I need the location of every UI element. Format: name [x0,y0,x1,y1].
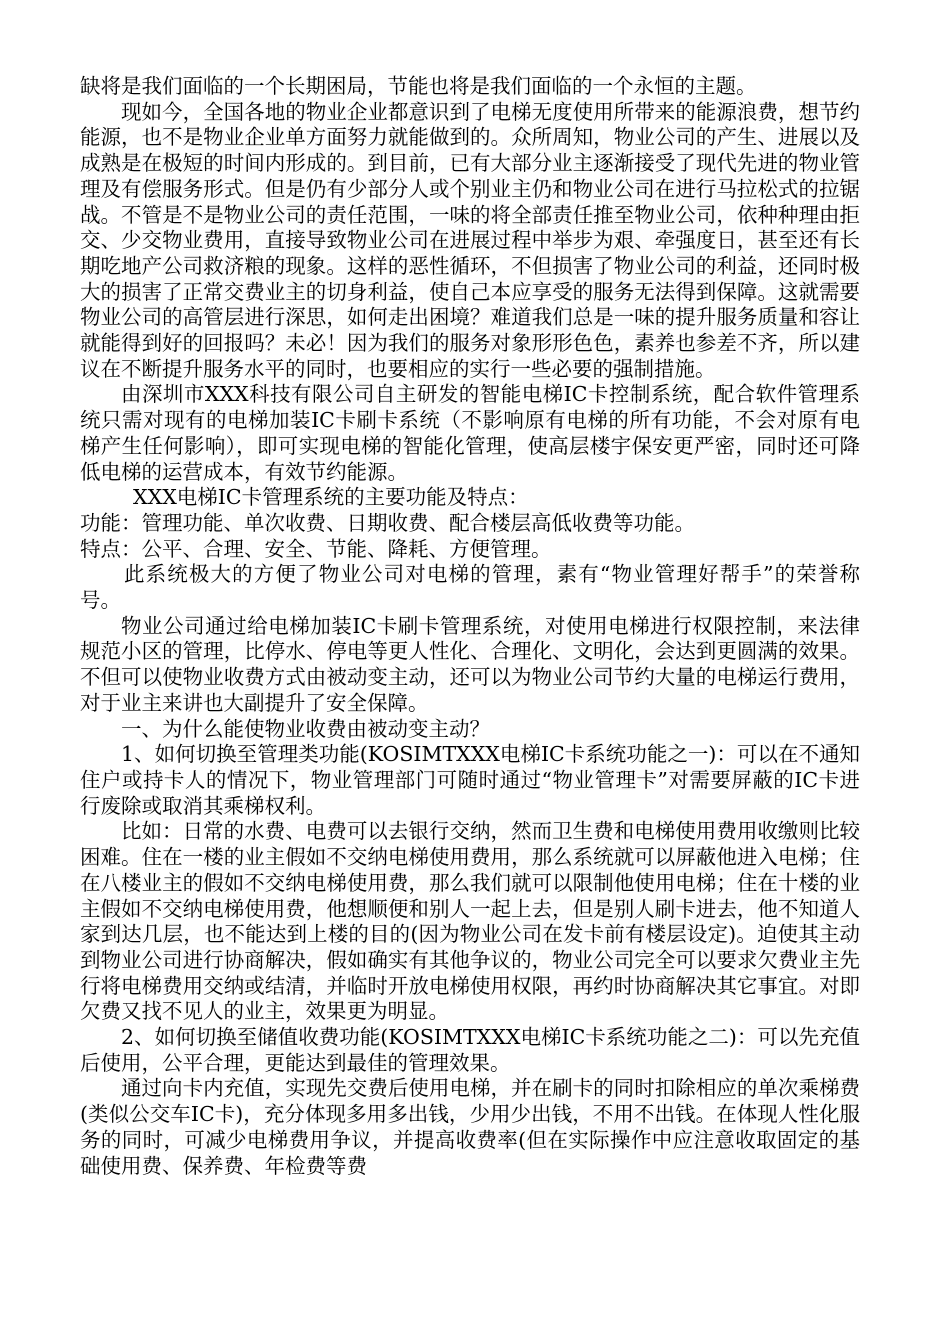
section-heading-why: 一、为什么能使物业收费由被动变主动？ [121,716,490,741]
paragraph-recharge: 通过向卡内充值，实现先交费后使用电梯，并在刷卡的同时扣除相应的单次乘梯费(类似公交车IC卡)，充分体现多用多出钱，少用少出钱，不用不出钱。在体现人性化服务的同时，可减少电梯费用争议，并提高收费率(但在实际操作中应注意收取固定的基础使用费、保养费、年检费等费 [80,1076,860,1178]
paragraph-example: 比如：日常的水费、电费可以去银行交纳，然而卫生费和电梯使用费用收缴则比较困难。住在一楼的业主假如不交纳电梯使用费用，那么系统就可以屏蔽他进入电梯；住在八楼业主的假如不交纳电梯使用费，那么我们就可以限制他使用电梯；住在十楼的业主假如不交纳电梯使用费，他想顺便和别人一起上去，但是别人刷卡进去，他不知道人家到达几层，也不能达到上楼的目的(因为物业公司在发卡前有楼层设定)。迫使其主动到物业公司进行协商解决，假如确实有其他争议的，物业公司完全可以要求欠费业主先行将电梯费用交纳或结清，并临时开放电梯使用权限，再约时协商解决其它事宜。对即欠费又找不见人的业主，效果更为明显。 [80,819,860,1024]
document-body [80,74,860,1179]
paragraph-property-situation: 现如今，全国各地的物业企业都意识到了电梯无度使用所带来的能源浪费，想节约能源，也不是物业企业单方面努力就能做到的。众所周知，物业公司的产生、进展以及成熟是在极短的时间内形成的。到目前，已有大部分业主逐渐接受了现代先进的物业管理及有偿服务形式。但是仍有少部分人或个别业主仍和物业公司在进行马拉松式的拉锯战。不管是不是物业公司的责任范围，一味的将全部责任推至物业公司，依种种理由拒交、少交物业费用，直接导致物业公司在进展过程中举步为艰、牵强度日，甚至还有长期吃地产公司救济粮的现象。这样的恶性循环，不但损害了物业公司的利益，还同时极大的损害了正常交费业主的切身利益，使自己本应享受的服务无法得到保障。这就需要物业公司的高管层进行深思，如何走出困境？难道我们总是一味的提升服务质量和容让就能得到好的回报吗？未必！因为我们的服务对象形形色色，素养也参差不齐，所以建议在不断提升服务水平的同时，也要相应的实行一些必要的强制措施。 [80,99,860,381]
functions-line: 功能：管理功能、单次收费、日期收费、配合楼层高低收费等功能。 [80,510,695,535]
paragraph-prepaid-function: 2、如何切换至储值收费功能(KOSIMTXXX电梯IC卡系统功能之二)：可以先充值后使用，公平合理，更能达到最佳的管理效果。 [80,1025,860,1075]
paragraph-reputation: 此系统极大的方便了物业公司对电梯的管理，素有“物业管理好帮手”的荣誉称号。 [80,562,860,613]
paragraph-management-function: 1、如何切换至管理类功能(KOSIMTXXX电梯IC卡系统功能之一)：可以在不通知住户或持卡人的情况下，物业管理部门可随时通过“物业管理卡”对需要屏蔽的IC卡进行废除或取消其乘梯权利。 [80,742,860,818]
characteristics-line: 特点：公平、合理、安全、节能、降耗、方便管理。 [80,536,552,561]
paragraph-system-intro: 由深圳市XXX科技有限公司自主研发的智能电梯IC卡控制系统，配合软件管理系统只需对现有的电梯加装IC卡刷卡系统（不影响原有电梯的所有功能，不会对原有电梯产生任何影响），即可实现电梯的智能化管理，使高层楼宇保安更严密，同时还可降低电梯的运营成本，有效节约能源。 [80,382,860,484]
paragraph-continuation: 缺将是我们面临的一个长期困局，节能也将是我们面临的一个永恒的主题。 [80,74,757,98]
section-heading-features: XXX电梯IC卡管理系统的主要功能及特点： [133,485,529,510]
paragraph-benefits: 物业公司通过给电梯加装IC卡刷卡管理系统，对使用电梯进行权限控制，来法律规范小区的管理，比停水、停电等更人性化、合理化、文明化，会达到更圆满的效果。不但可以使物业收费方式由被动变主动，还可以为物业公司节约大量的电梯运行费用，对于业主来讲也大副提升了安全保障。 [80,613,860,715]
